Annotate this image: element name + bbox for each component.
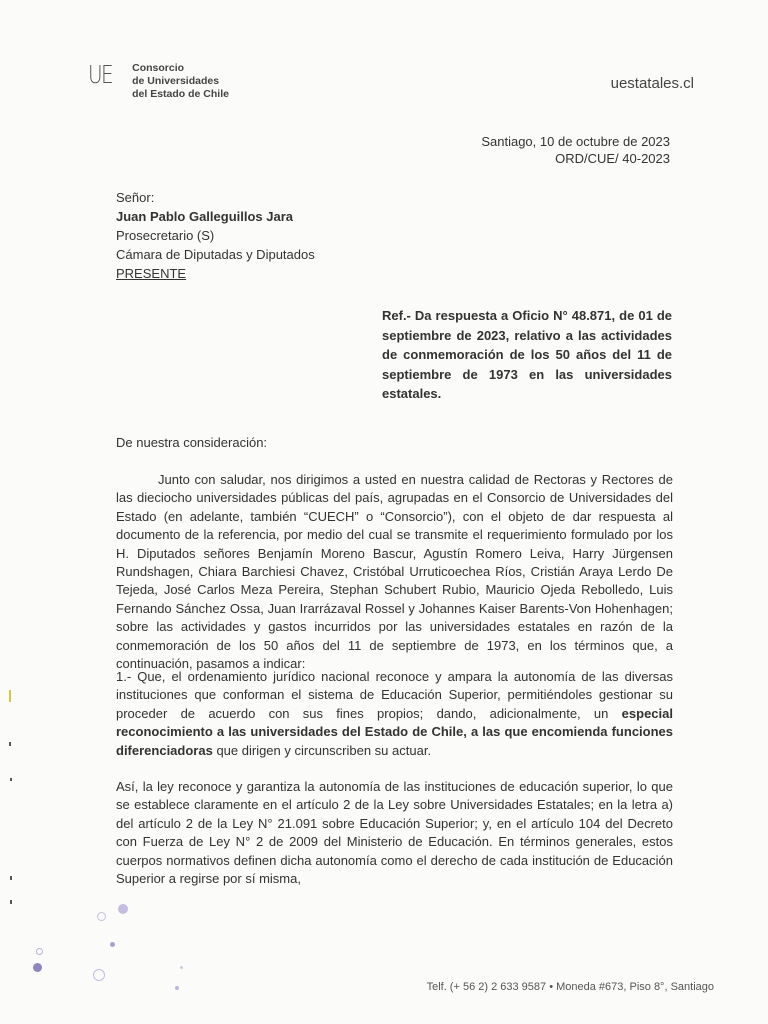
- addressee-name: Juan Pablo Galleguillos Jara: [116, 209, 294, 224]
- paragraph-3: Así, la ley reconoce y garantiza la autonomía de las instituciones de educación superior, lo que se establece claramente en el artículo 2 de la Ley sobre Universidades Estatales; en la letra a) del artículo 2 de la Ley N° 21.091 sobre Educación Superior; y, en el artículo 104 del Decreto con Fuerza de Ley N° 2 de 2009 del Ministerio de Educación. En términos generales, estos cuerpos normativos definen dicha autonomía como el derecho de cada institución de Educación Superior a regirse por sí misma,: [116, 779, 673, 887]
- addressee-block: [116, 188, 315, 283]
- addressee-role: Prosecretario (S): [116, 228, 215, 243]
- logo-line-3: del Estado de Chile: [132, 88, 229, 100]
- paragraph-2-start: 1.- Que, el ordenamiento jurídico nacional reconoce y ampara la autonomía de las diversas instituciones que conforman el sistema de Educación Superior, permitiéndoles gestionar su proceder de acuerdo con sus fines propios; dando, adicionalmente, un: [116, 669, 673, 721]
- logo-text: [132, 62, 229, 101]
- decor-dot: [97, 912, 106, 921]
- scan-mark: [10, 876, 12, 880]
- decor-dot: [36, 948, 43, 955]
- decor-dot: [118, 904, 128, 914]
- footer-contact: Telf. (+ 56 2) 2 633 9587 • Moneda #673, Piso 8°, Santiago: [426, 981, 714, 993]
- website-text: uestatales.cl: [610, 75, 694, 92]
- date-block: [481, 133, 670, 167]
- reference-code: ORD/CUE/ 40-2023: [555, 151, 670, 166]
- logo-line-1: Consorcio: [132, 62, 185, 74]
- paragraph-1: Junto con saludar, nos dirigimos a usted en nuestra calidad de Rectoras y Rectores de las dieciocho universidades públicas del país, agrupadas en el Consorcio de Universidades del Estado (en adelante, también “CUECH” o “Consorcio”), con el objeto de dar respuesta al documento de la referencia, por medio del cual se transmite el requerimiento formulado por los H. Diputados señores Benjamín Moreno Bascur, Agustín Romero Leiva, Harry Jürgensen Rundshagen, Chiara Barchiesi Chavez, Cristóbal Urruticoechea Ríos, Cristián Araya Lerdo De Tejeda, José Carlos Meza Pereira, Stephan Schubert Rubio, Mauricio Ojeda Rebolledo, Luis Fernando Sánchez Ossa, Juan Irarrázaval Rossel y Johannes Kaiser Barents-Von Hohenhagen; sobre las actividades y gastos incurridos por las universidades estatales en razón de la conmemoración de los 50 años del 11 de septiembre de 1973, en los términos que, a continuación, pasamos a indicar:: [116, 472, 673, 672]
- decor-dot: [93, 969, 105, 981]
- decor-dot: [180, 966, 183, 969]
- salutation: Señor:: [116, 190, 155, 205]
- presente: PRESENTE: [116, 266, 187, 281]
- logo-line-2: de Universidades: [132, 75, 220, 87]
- reference-paragraph: Ref.- Da respuesta a Oficio N° 48.871, de 01 de septiembre de 2023, relativo a las actividades de conmemoración de los 50 años del 11 de septiembre de 1973 en las universidades estatales.: [382, 308, 672, 401]
- scan-mark: [10, 778, 12, 781]
- date-line: Santiago, 10 de octubre de 2023: [481, 134, 670, 149]
- paragraph-2-end: que dirigen y circunscriben su actuar.: [212, 742, 432, 758]
- decor-dot: [33, 963, 42, 972]
- scan-mark: [9, 690, 11, 702]
- decor-dot: [110, 942, 115, 947]
- scan-mark: [10, 900, 12, 904]
- consortium-logo: [88, 62, 229, 101]
- decor-dot: [175, 986, 179, 990]
- paragraph-2: [116, 668, 673, 760]
- scan-mark: [9, 742, 11, 746]
- greeting: De nuestra consideración:: [116, 435, 268, 450]
- logo-mark: UE: [88, 60, 113, 89]
- addressee-institution: Cámara de Diputadas y Diputados: [116, 247, 315, 262]
- paragraph-2-bold: especial reconocimiento a las universidades del Estado de Chile, a las que encomienda funciones diferenciadoras: [116, 705, 673, 758]
